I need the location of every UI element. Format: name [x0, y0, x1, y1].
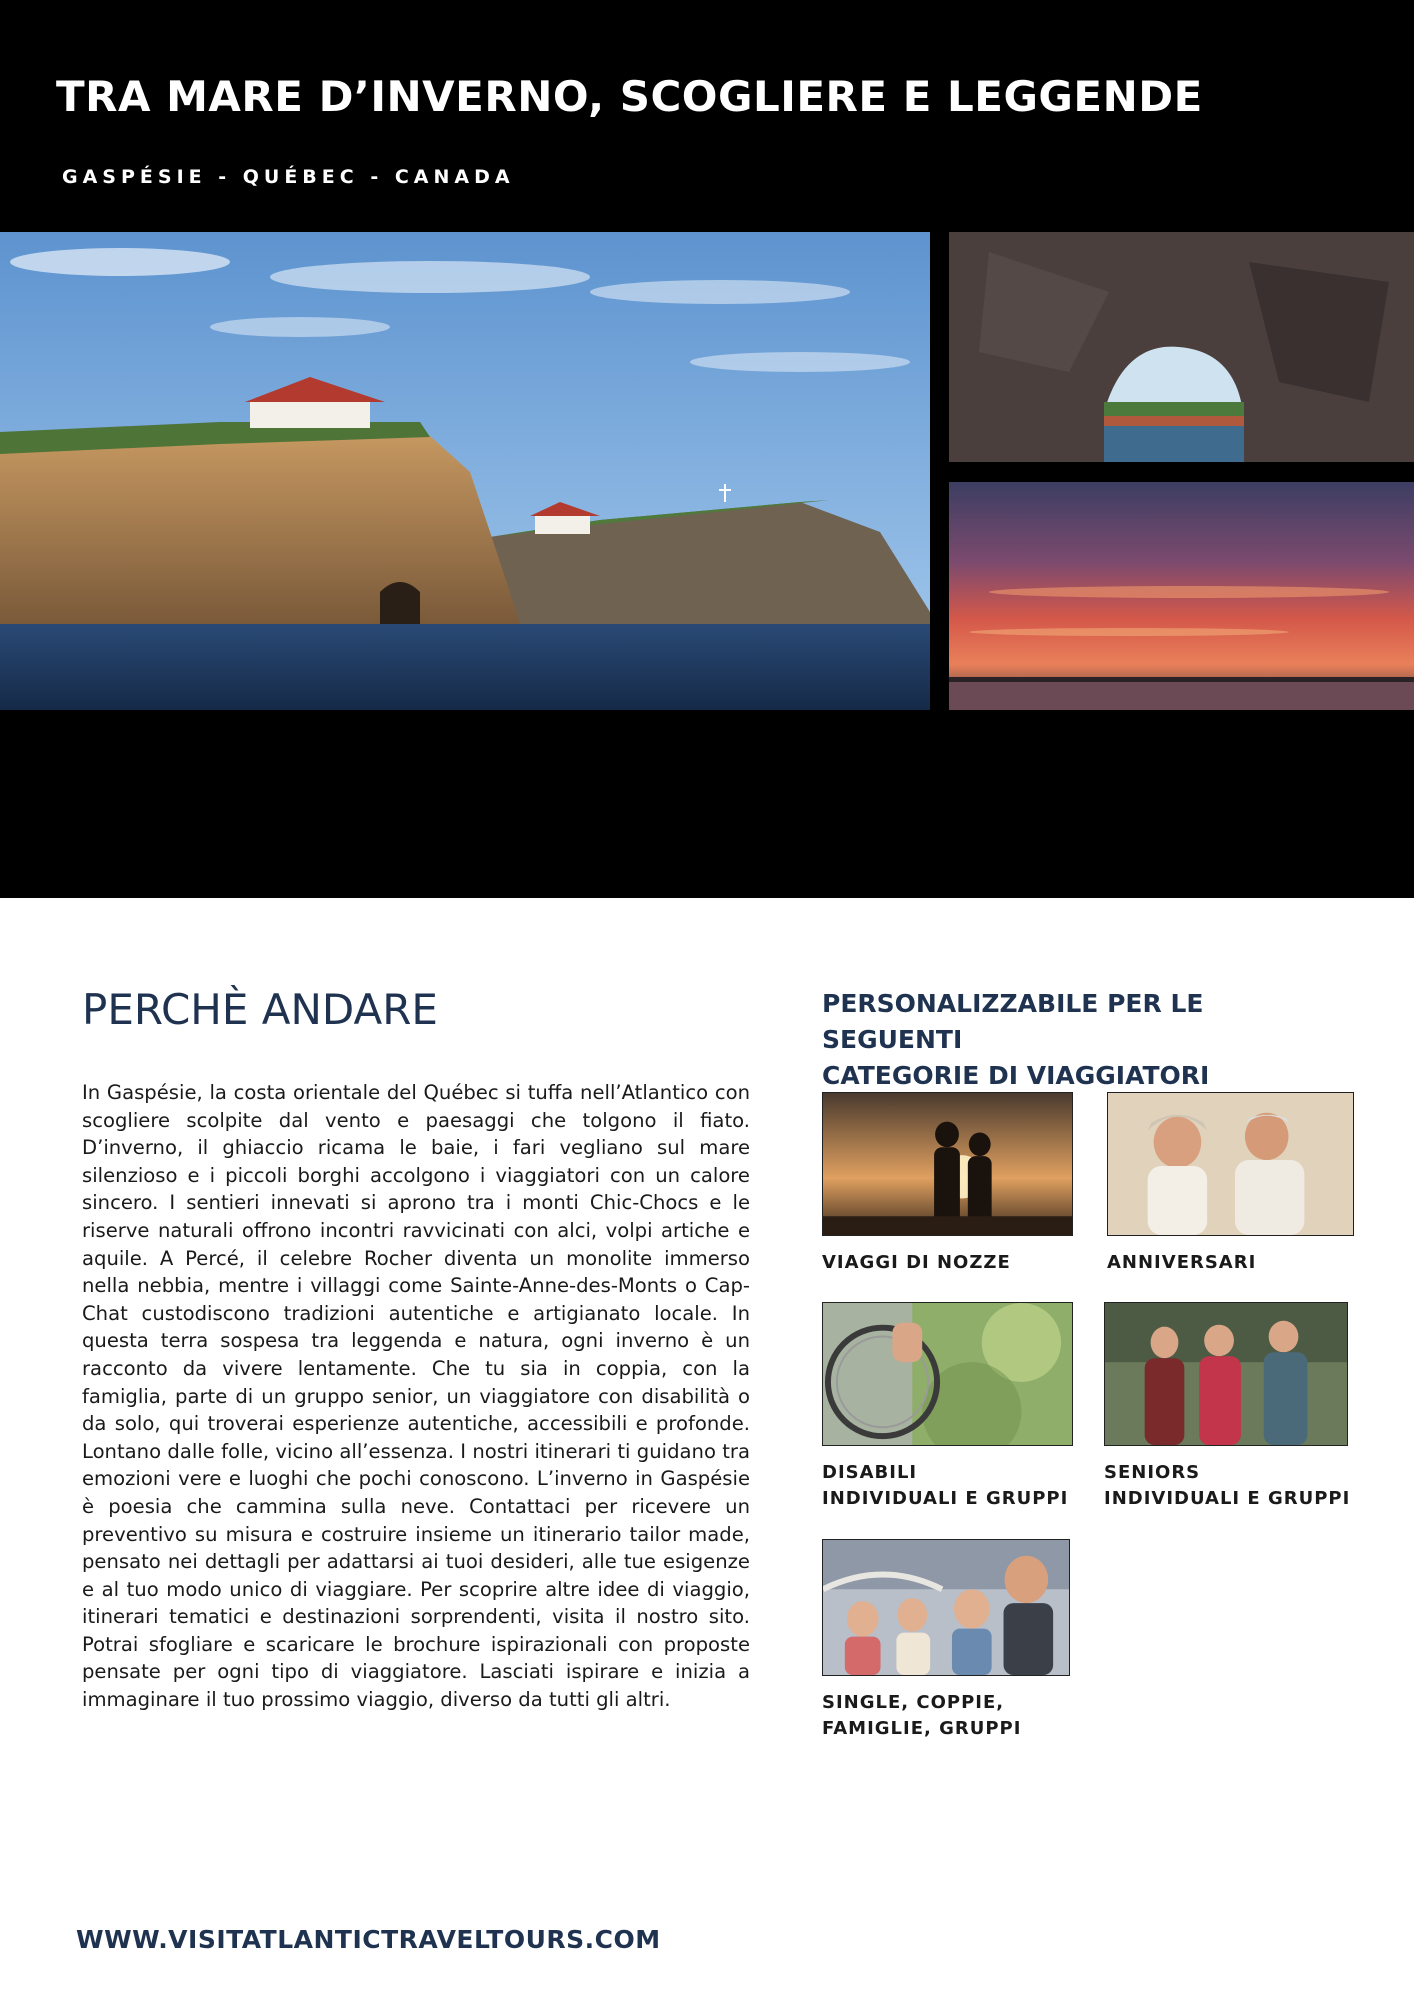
category-honeymoon: [822, 1092, 1073, 1276]
page-title: TRA MARE D’INVERNO, SCOGLIERE E LEGGENDE: [56, 72, 1203, 121]
website-url[interactable]: WWW.VISITATLANTICTRAVELTOURS.COM: [76, 1925, 661, 1954]
coastal-cliff-photo: [0, 232, 930, 710]
why-go-body: In Gaspésie, la costa orientale del Québec si tuffa nell’Atlantico con scogliere scolpite dal vento e paesaggi che tolgono il fiato. D’inverno, il ghiaccio ricama le baie, i fari vegliano sul mare silenzioso e i piccoli borghi accolgono i viaggiatori con un calore sincero. I sentieri innevati si aprono tra i monti Chic-Chocs e le riserve naturali offrono incontri ravvicinati con alci, volpi artiche e aquile. A Percé, il celebre Rocher diventa un monolite immerso nella nebbia, mentre i villaggi come Sainte-Anne-des-Monts o Cap-Chat custodiscono tradizioni autentiche e artigianato locale. In questa terra sospesa tra leggenda e natura, ogni inverno è un racconto da vivere lentamente. Che tu sia in coppia, con la famiglia, parte di un gruppo senior, un viaggiatore con disabilità o da solo, qui troverai esperienze autentiche, accessibili e profonde. Lontano dalle folle, vicino all’essenza. I nostri itinerari ti guidano tra emozioni vere e luoghi che pochi conoscono. L’inverno in Gaspésie è poesia che cammina sulla neve. Contattaci per ricevere un preventivo su misura e costruire insieme un itinerario tailor made, pensato nei dettagli per adattarsi ai tuoi desideri, alle tue esigenze e al tuo modo unico di viaggiare. Per scoprire altre idee di viaggio, itinerari tematici e destinazioni sorprendenti, visita il nostro sito. Potrai sfogliare e scaricare le brochure ispirazionali con proposte pensate per ogni tipo di viaggiatore. Lasciati ispirare e inizia a immaginare il tuo prossimo viaggio, diverso da tutti gli altri.: [82, 1081, 750, 1712]
wheelchair-photo: [822, 1302, 1073, 1446]
category-label-line1: ANNIVERSARI: [1107, 1252, 1257, 1273]
category-label-line2: FAMIGLIE, GRUPPI: [822, 1718, 1022, 1739]
rock-arch-photo: [949, 232, 1414, 462]
category-disabled: [822, 1302, 1073, 1512]
page-subtitle: GASPÉSIE - QUÉBEC - CANADA: [62, 166, 515, 188]
category-label-line1: SENIORS: [1104, 1462, 1201, 1483]
categories-heading: [822, 986, 1342, 1094]
honeymoon-photo: [822, 1092, 1073, 1236]
anniversary-photo: [1107, 1092, 1354, 1236]
sunset-sea-photo: [949, 482, 1414, 710]
category-label-line1: VIAGGI DI NOZZE: [822, 1252, 1011, 1273]
category-families: [822, 1539, 1070, 1742]
category-label-line2: INDIVIDUALI E GRUPPI: [1104, 1488, 1351, 1509]
category-label-line1: DISABILI: [822, 1462, 918, 1483]
category-label-line2: INDIVIDUALI E GRUPPI: [822, 1488, 1069, 1509]
family-photo: [822, 1539, 1070, 1676]
categories-heading-line1: PERSONALIZZABILE PER LE SEGUENTI: [822, 989, 1204, 1054]
why-go-heading: PERCHÈ ANDARE: [82, 985, 438, 1034]
seniors-photo: [1104, 1302, 1348, 1446]
category-anniversary: [1107, 1092, 1354, 1276]
categories-heading-line2: CATEGORIE DI VIAGGIATORI: [822, 1061, 1210, 1090]
category-label-line1: SINGLE, COPPIE,: [822, 1692, 1005, 1713]
category-seniors: [1104, 1302, 1350, 1512]
